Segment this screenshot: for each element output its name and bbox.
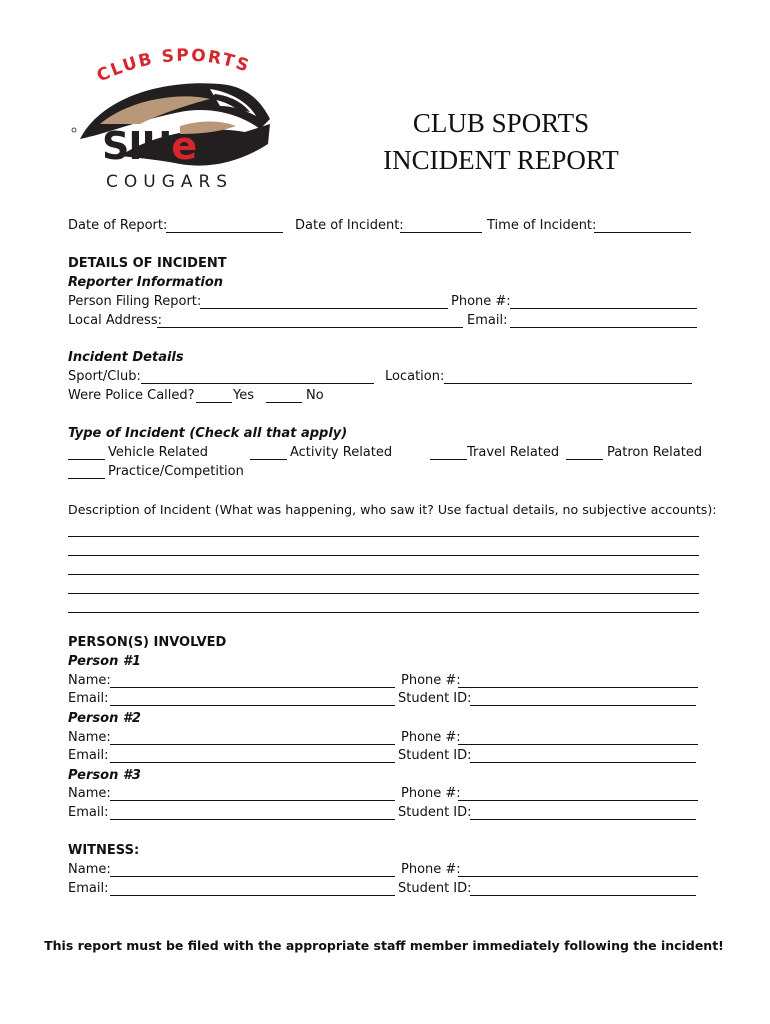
location-label: Location:: [385, 369, 445, 384]
date-of-incident-label: Date of Incident:: [295, 218, 404, 233]
description-line-3[interactable]: [68, 574, 699, 575]
person-1-email-label: Email:: [68, 691, 109, 706]
footer-notice: This report must be filed with the appropriate staff member immediately following the incident!: [44, 938, 724, 953]
activity-related-blank[interactable]: [250, 459, 287, 460]
reporter-email-label: Email:: [467, 313, 508, 328]
person-1-name-label: Name:: [68, 673, 111, 688]
witness-phone-field[interactable]: [458, 876, 698, 877]
witness-email-field[interactable]: [110, 895, 395, 896]
person-2-phone-label: Phone #:: [401, 730, 461, 745]
reporter-heading: Reporter Information: [68, 275, 224, 290]
person-3-email-field[interactable]: [110, 819, 395, 820]
type-of-incident-heading: Type of Incident (Check all that apply): [68, 426, 348, 441]
sport-club-field[interactable]: [141, 383, 374, 384]
person-3-phone-field[interactable]: [458, 800, 698, 801]
practice-competition-blank[interactable]: [68, 478, 105, 479]
person-3-email-label: Email:: [68, 805, 109, 820]
person-filing-field[interactable]: [200, 308, 448, 309]
person-2-name-label: Name:: [68, 730, 111, 745]
logo-brand-e: e: [171, 124, 197, 168]
logo-top-text: CLUB SPORTS: [94, 45, 253, 87]
reporter-phone-field[interactable]: [510, 308, 697, 309]
page-title-line1: CLUB SPORTS: [412, 108, 590, 138]
person-3-name-label: Name:: [68, 786, 111, 801]
person-3-phone-label: Phone #:: [401, 786, 461, 801]
person-3-heading: Person #3: [68, 768, 141, 783]
witness-phone-label: Phone #:: [401, 862, 461, 877]
logo-brand: SIUe: [102, 124, 197, 168]
person-1-phone-field[interactable]: [458, 687, 698, 688]
person-2-name-field[interactable]: [110, 744, 395, 745]
date-of-report-label: Date of Report:: [68, 218, 168, 233]
description-line-5[interactable]: [68, 612, 699, 613]
witness-name-label: Name:: [68, 862, 111, 877]
witness-heading: WITNESS:: [68, 843, 140, 858]
person-1-student-id-field[interactable]: [470, 705, 696, 706]
person-2-email-field[interactable]: [110, 762, 395, 763]
description-line-1[interactable]: [68, 536, 699, 537]
person-1-heading: Person #1: [68, 654, 141, 669]
person-2-email-label: Email:: [68, 748, 109, 763]
description-line-4[interactable]: [68, 593, 699, 594]
logo-bottom-text: COUGARS: [106, 172, 234, 192]
date-of-report-field[interactable]: [166, 232, 283, 233]
person-2-student-id-field[interactable]: [470, 762, 696, 763]
details-heading: DETAILS OF INCIDENT: [68, 256, 227, 271]
local-address-field[interactable]: [157, 327, 463, 328]
reporter-phone-label: Phone #:: [451, 294, 511, 309]
activity-related-label: Activity Related: [290, 445, 393, 460]
person-1-student-id-label: Student ID:: [398, 691, 472, 706]
persons-involved-heading: PERSON(S) INVOLVED: [68, 635, 227, 650]
club-sports-logo: [60, 44, 280, 199]
person-2-phone-field[interactable]: [458, 744, 698, 745]
police-no-label: No: [306, 388, 324, 403]
person-3-name-field[interactable]: [110, 800, 395, 801]
patron-related-label: Patron Related: [607, 445, 703, 460]
person-3-student-id-field[interactable]: [470, 819, 696, 820]
incident-details-heading: Incident Details: [68, 350, 184, 365]
witness-student-id-field[interactable]: [470, 895, 696, 896]
reporter-email-field[interactable]: [510, 327, 697, 328]
description-line-2[interactable]: [68, 555, 699, 556]
practice-competition-label: Practice/Competition: [108, 464, 244, 479]
time-of-incident-label: Time of Incident:: [487, 218, 597, 233]
travel-related-label: Travel Related: [467, 445, 560, 460]
person-1-email-field[interactable]: [110, 705, 395, 706]
witness-student-id-label: Student ID:: [398, 881, 472, 896]
description-label: Description of Incident (What was happening, who saw it? Use factual details, no subjective accounts):: [68, 502, 717, 517]
police-called-label: Were Police Called?: [68, 388, 195, 403]
travel-related-blank[interactable]: [430, 459, 467, 460]
vehicle-related-label: Vehicle Related: [108, 445, 208, 460]
vehicle-related-blank[interactable]: [68, 459, 105, 460]
sport-club-label: Sport/Club:: [68, 369, 141, 384]
person-2-student-id-label: Student ID:: [398, 748, 472, 763]
person-3-student-id-label: Student ID:: [398, 805, 472, 820]
svg-text:CLUB SPORTS: [94, 46, 253, 87]
person-2-heading: Person #2: [68, 711, 141, 726]
patron-related-blank[interactable]: [566, 459, 603, 460]
person-1-phone-label: Phone #:: [401, 673, 461, 688]
person-1-name-field[interactable]: [110, 687, 395, 688]
location-field[interactable]: [444, 383, 692, 384]
witness-name-field[interactable]: [110, 876, 395, 877]
date-of-incident-field[interactable]: [400, 232, 482, 233]
time-of-incident-field[interactable]: [594, 232, 691, 233]
local-address-label: Local Address:: [68, 313, 162, 328]
witness-email-label: Email:: [68, 881, 109, 896]
police-no-blank[interactable]: [266, 402, 302, 403]
person-filing-label: Person Filing Report:: [68, 294, 202, 309]
page-title-line2: INCIDENT REPORT: [383, 145, 619, 175]
police-yes-label: Yes: [233, 388, 254, 403]
police-yes-blank[interactable]: [196, 402, 232, 403]
